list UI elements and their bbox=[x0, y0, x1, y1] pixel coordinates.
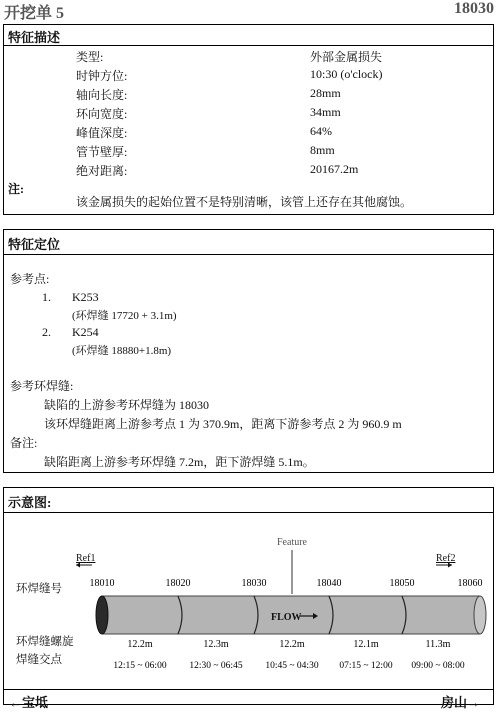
spiral-intersection-label-line-1: 环焊缝螺旋 bbox=[16, 636, 74, 648]
wall-thickness-value: 8mm bbox=[310, 143, 335, 157]
reference-weld-title: 参考环焊缝: bbox=[10, 379, 74, 393]
downstream-direction: 房山→ bbox=[440, 695, 480, 710]
weld-number-label: 18030 bbox=[241, 578, 267, 589]
feature-description-heading: 特征描述 bbox=[8, 30, 61, 45]
note-title: 注: bbox=[8, 182, 24, 196]
segment-clock-range: 07:15 ~ 12:00 bbox=[339, 661, 393, 671]
ref1-label: Ref1 bbox=[76, 553, 96, 564]
segment-clock-range: 12:30 ~ 06:45 bbox=[189, 661, 243, 671]
section-divider bbox=[4, 512, 493, 513]
reference-points-title: 参考点: bbox=[10, 272, 50, 286]
clock-position-label: 时钟方位: bbox=[76, 69, 128, 83]
weld-number-label: 18060 bbox=[457, 578, 483, 589]
pipe-schematic bbox=[4, 514, 492, 704]
peak-depth-label: 峰值深度: bbox=[76, 126, 128, 140]
schematic-heading: 示意图: bbox=[8, 495, 52, 510]
segment-clock-range: 09:00 ~ 08:00 bbox=[411, 661, 465, 671]
reference-weld-line-1: 缺陷的上游参考环焊缝为 18030 bbox=[44, 398, 210, 412]
segment-length: 12.3m bbox=[203, 639, 229, 650]
section-divider bbox=[4, 254, 493, 255]
section-divider bbox=[4, 45, 493, 46]
spiral-intersection-label-line-2: 焊缝交点 bbox=[16, 654, 62, 666]
wall-thickness-label: 管节壁厚: bbox=[76, 145, 128, 159]
feature-location-section bbox=[3, 229, 494, 473]
segment-clock-range: 12:15 ~ 06:00 bbox=[113, 661, 167, 671]
axial-length-value: 28mm bbox=[310, 86, 341, 100]
clock-position-value: 10:30 (o'clock) bbox=[310, 67, 383, 81]
remark-title: 备注: bbox=[10, 436, 38, 450]
ref-point-1-detail: (环焊缝 17720 + 3.1m) bbox=[72, 310, 177, 322]
weld-number-label: 18010 bbox=[89, 578, 115, 589]
ref-point-1-number: 1. bbox=[42, 290, 51, 304]
ref2-label: Ref2 bbox=[436, 553, 456, 564]
peak-depth-value: 64% bbox=[310, 124, 332, 138]
page-header bbox=[0, 0, 500, 22]
type-label: 类型: bbox=[76, 50, 104, 64]
feature-location-heading: 特征定位 bbox=[8, 237, 61, 252]
weld-number-label: 18040 bbox=[316, 578, 342, 589]
absolute-distance-value: 20167.2m bbox=[310, 162, 359, 176]
absolute-distance-label: 绝对距离: bbox=[76, 164, 128, 178]
ref-point-2-number: 2. bbox=[42, 325, 51, 339]
weld-number-label: 18050 bbox=[389, 578, 415, 589]
weld-number-row-label: 环焊缝号 bbox=[16, 583, 62, 595]
weld-number-label: 18020 bbox=[165, 578, 191, 589]
segment-length: 11.3m bbox=[425, 639, 451, 650]
pipe-right-end bbox=[474, 596, 486, 634]
segment-length: 12.2m bbox=[127, 639, 153, 650]
flow-label: FLOW bbox=[271, 612, 302, 623]
ref-point-2-detail: (环焊缝 18880+1.8m) bbox=[72, 345, 172, 357]
type-value: 外部金属损失 bbox=[310, 50, 383, 64]
ref-point-2-name: K254 bbox=[72, 325, 99, 339]
segment-clock-range: 10:45 ~ 04:30 bbox=[265, 661, 319, 671]
reference-weld-line-2: 该环焊缝距离上游参考点 1 为 370.9m，距离下游参考点 2 为 960.9 m bbox=[44, 417, 402, 431]
excavation-sheet-title: 开挖单 5 bbox=[4, 5, 65, 22]
segment-length: 12.1m bbox=[353, 639, 379, 650]
circumferential-width-label: 环向宽度: bbox=[76, 107, 128, 121]
segment-length: 12.2m bbox=[279, 639, 305, 650]
remark-text: 缺陷距离上游参考环焊缝 7.2m，距下游焊缝 5.1m。 bbox=[44, 455, 315, 469]
ref-point-1-name: K253 bbox=[72, 290, 99, 304]
note-text: 该金属损失的起始位置不是特别清晰，该管上还存在其他腐蚀。 bbox=[76, 195, 413, 209]
schematic-section bbox=[3, 487, 494, 705]
direction-bar bbox=[3, 689, 494, 710]
upstream-direction: ←宝坻 bbox=[9, 695, 49, 710]
feature-description-section bbox=[3, 24, 494, 215]
pipe-left-end bbox=[96, 596, 108, 634]
axial-length-label: 轴向长度: bbox=[76, 88, 128, 102]
circumferential-width-value: 34mm bbox=[310, 105, 341, 119]
weld-number: 18030 bbox=[454, 0, 494, 17]
weld-number-labels bbox=[90, 578, 483, 589]
feature-label: Feature bbox=[277, 537, 307, 548]
